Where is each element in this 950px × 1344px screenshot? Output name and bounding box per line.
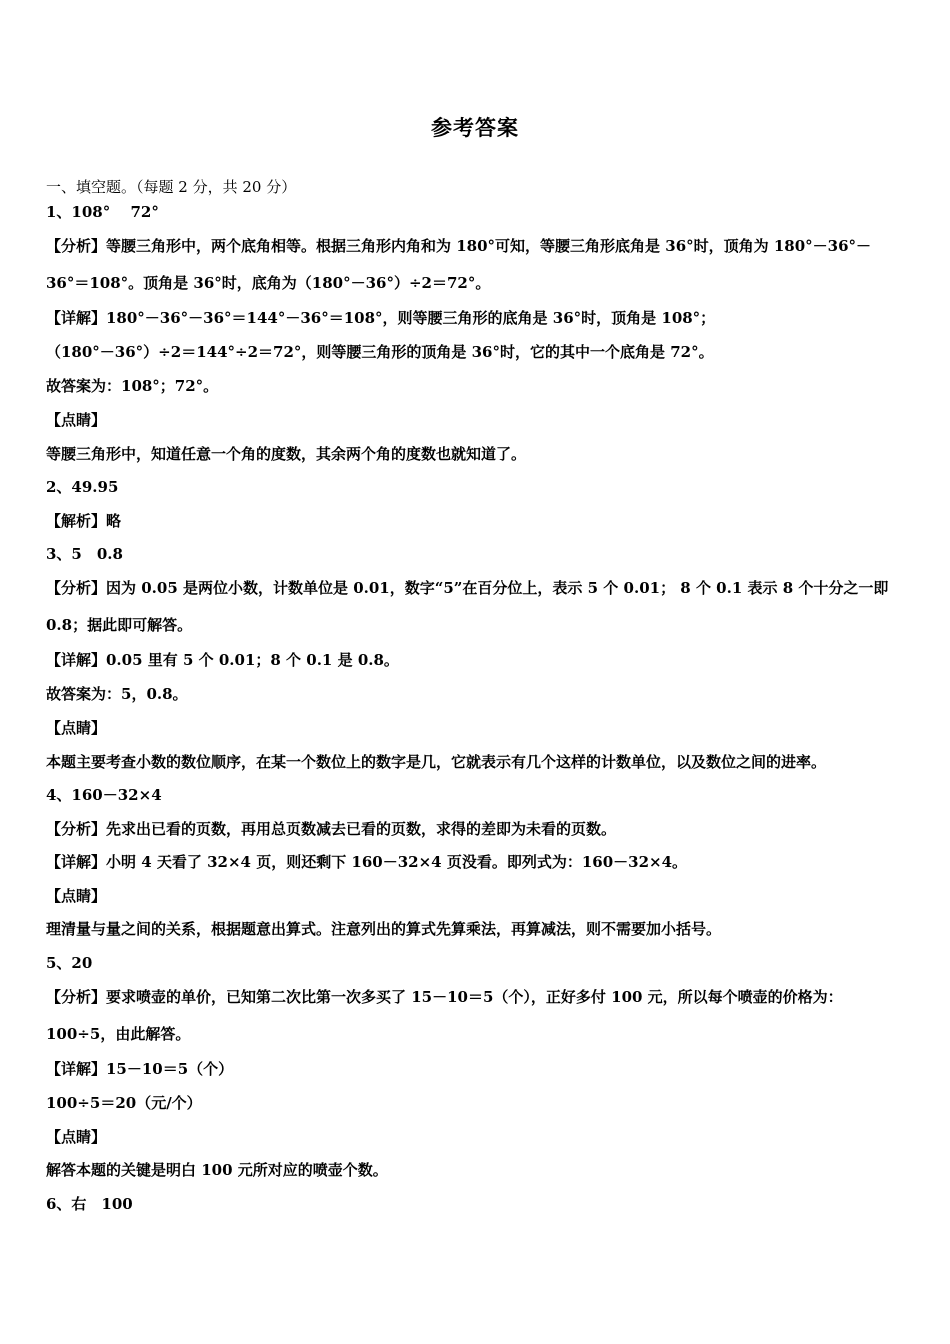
comment-label-1: 【点睛】 [46, 411, 107, 429]
detail-1-line-2: （180°－36°）÷2＝144°÷2＝72°，则等腰三角形的顶角是 36°时，它的其中一个底角是 72°。 [46, 343, 714, 361]
comment-5: 解答本题的关键是明白 100 元所对应的喷壶个数。 [46, 1161, 388, 1179]
analysis-5-line-2: 100÷5，由此解答。 [46, 1025, 191, 1043]
answer-2: 2、49.95 [46, 478, 119, 496]
detail-3: 【详解】0.05 里有 5 个 0.01；8 个 0.1 是 0.8。 [46, 651, 399, 669]
comment-label-4: 【点睛】 [46, 887, 107, 905]
detail-4: 【详解】小明 4 天看了 32×4 页，则还剩下 160－32×4 页没看。即列式为：160－32×4。 [46, 853, 688, 871]
comment-3: 本题主要考查小数的数位顺序，在某一个数位上的数字是几，它就表示有几个这样的计数单位，以及数位之间的进率。 [46, 753, 827, 771]
detail-5-line-2: 100÷5＝20（元/个） [46, 1094, 202, 1112]
comment-1: 等腰三角形中，知道任意一个角的度数，其余两个角的度数也就知道了。 [46, 445, 527, 463]
answer-3: 3、5 0.8 [46, 545, 123, 563]
analysis-3-line-2: 0.8；据此即可解答。 [46, 616, 193, 634]
detail-1-line-1: 【详解】180°－36°－36°＝144°－36°＝108°，则等腰三角形的底角是 36°时，顶角是 108°； [46, 309, 716, 327]
comment-4: 理清量与量之间的关系，根据题意出算式。注意列出的算式先算乘法，再算减法，则不需要加小括号。 [46, 920, 722, 938]
comment-label-3: 【点睛】 [46, 719, 107, 737]
analysis-4: 【分析】先求出已看的页数，再用总页数减去已看的页数，求得的差即为未看的页数。 [46, 820, 617, 838]
conclusion-1: 故答案为：108°；72°。 [46, 377, 219, 395]
answer-4: 4、160－32×4 [46, 786, 162, 804]
detail-5-line-1: 【详解】15－10＝5（个） [46, 1060, 234, 1078]
conclusion-3: 故答案为：5，0.8。 [46, 685, 188, 703]
analysis-1-line-2: 36°＝108°。顶角是 36°时，底角为（180°－36°）÷2＝72°。 [46, 274, 491, 292]
analysis-3-line-1: 【分析】因为 0.05 是两位小数，计数单位是 0.01，数字“5”在百分位上，表示 5 个 0.01； 8 个 0.1 表示 8 个十分之一即 [46, 579, 889, 597]
answer-1: 1、108° 72° [46, 203, 159, 221]
section-heading: 一、填空题。（每题 2 分，共 20 分） [46, 178, 297, 196]
analysis-5-line-1: 【分析】要求喷壶的单价，已知第二次比第一次多买了 15－10＝5（个），正好多付 100 元，所以每个喷壶的价格为： [46, 988, 843, 1006]
analysis-1-line-1: 【分析】等腰三角形中，两个底角相等。根据三角形内角和为 180°可知，等腰三角形底角是 36°时，顶角为 180°－36°－ [46, 237, 872, 255]
explanation-2: 【解析】略 [46, 512, 122, 530]
answer-5: 5、20 [46, 954, 93, 972]
answer-6: 6、右 100 [46, 1195, 133, 1213]
comment-label-5: 【点睛】 [46, 1128, 107, 1146]
page-title: 参考答案 [431, 115, 519, 140]
